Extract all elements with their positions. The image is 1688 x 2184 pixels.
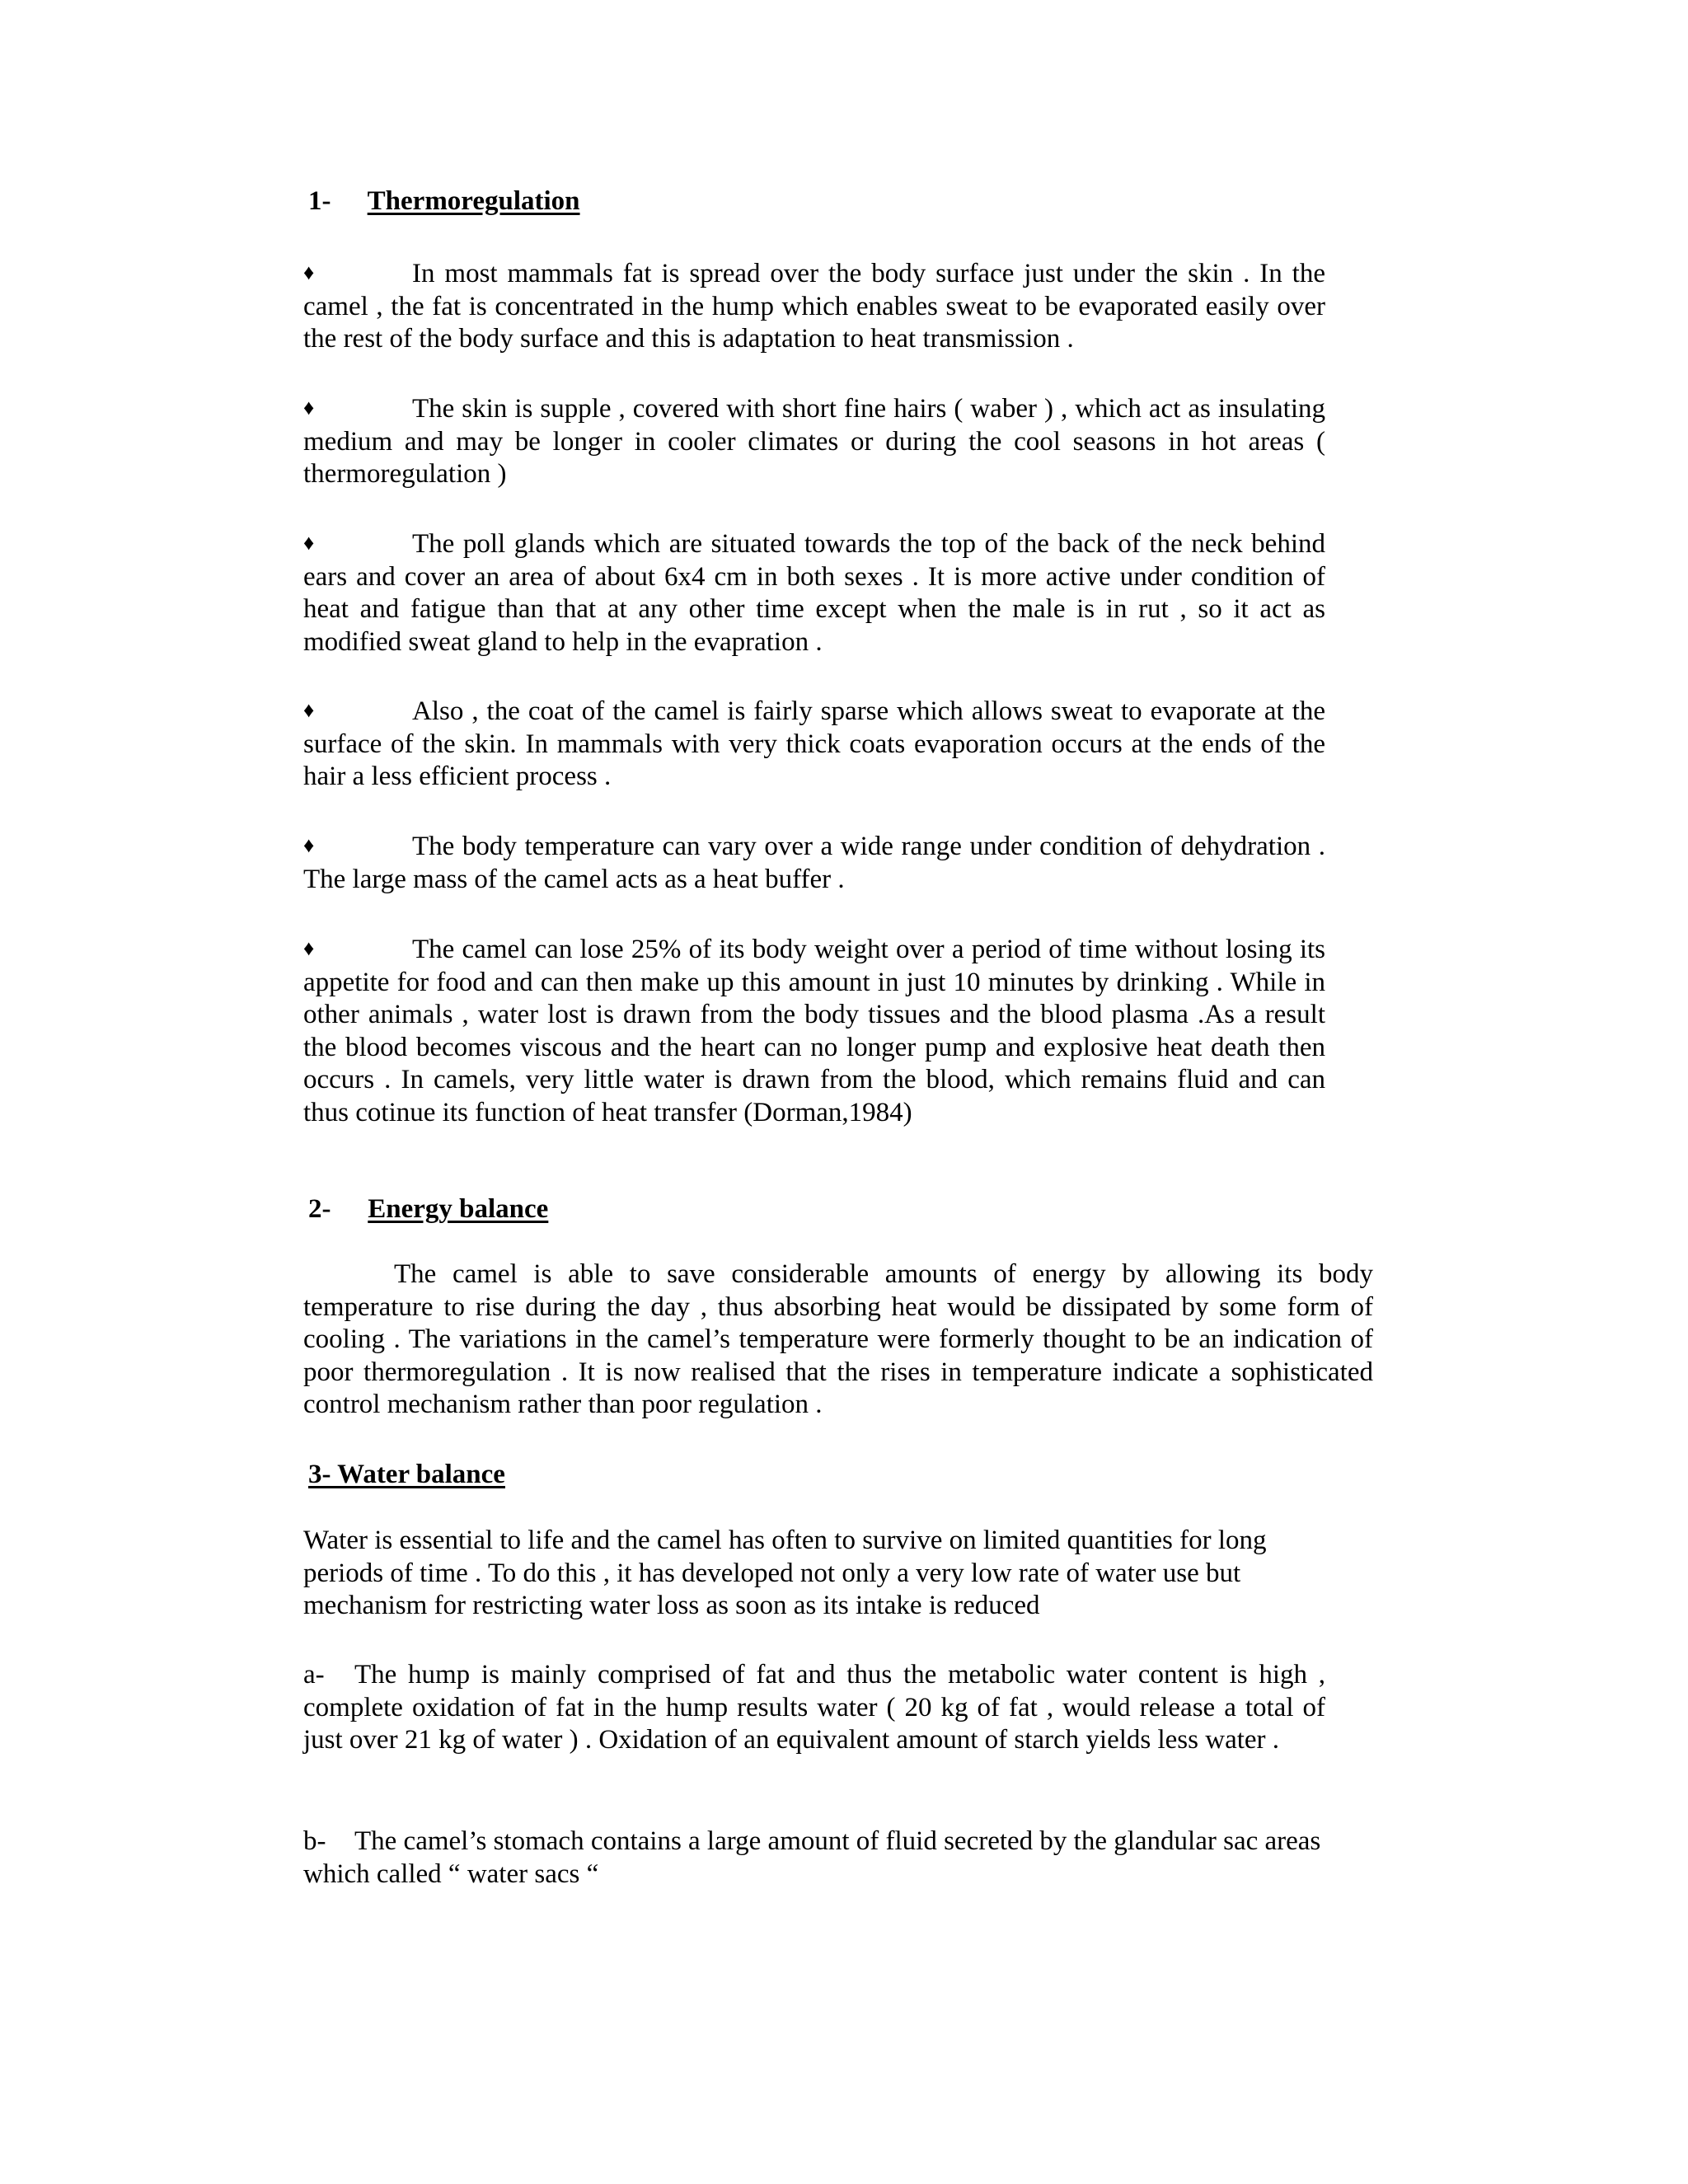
section-number: 2- bbox=[308, 1194, 331, 1224]
paragraph-text: The poll glands which are situated towards the top of the back of the neck behind ears and cover an area of about 6x4 cm in both sexes . It is more active under condition of heat and fatigue than that at any other time except when the male is in rut , so it act as modified sweat gland to help in the evapration . bbox=[303, 529, 1325, 657]
bullet-paragraph-body-weight bbox=[303, 932, 1325, 1129]
water-balance-intro bbox=[303, 1525, 1334, 1623]
list-item-label: b- bbox=[303, 1826, 326, 1856]
paragraph-text: The skin is supple , covered with short fine hairs ( waber ) , which act as insulating medium and may be longer in cooler climates or during the cool seasons in hot areas ( thermoregulation ) bbox=[303, 394, 1325, 489]
list-item-text: The hump is mainly comprised of fat and thus the metabolic water content is high , complete oxidation of fat in the hump results water ( 20 kg of fat , would release a total of just over 21 kg of water ) . Oxidation of an equivalent amount of starch yields less water . bbox=[303, 1660, 1325, 1755]
bullet-paragraph-skin bbox=[303, 391, 1325, 491]
list-item-label: a- bbox=[303, 1660, 325, 1690]
diamond-bullet-icon: ♦ bbox=[303, 396, 315, 419]
bullet-paragraph-body-temperature bbox=[303, 829, 1325, 896]
paragraph-text: The camel can lose 25% of its body weight over a period of time without losing its appetite for food and can then make up this amount in just 10 minutes by drinking . While in other animals , water lost is drawn from the body tissues and the blood plasma .As a result the blood becomes viscous and the heart can no longer pump and explosive heat death then occurs . In camels, very little water is drawn from the blood, which remains fluid and can thus cotinue its function of heat transfer (Dorman,1984) bbox=[303, 935, 1325, 1127]
paragraph-text: Water is essential to life and the camel has often to survive on limited quantities for long periods of time . To do this , it has developed not only a very low rate of water use but mechanism for restricting water loss as soon as its intake is reduced bbox=[303, 1526, 1267, 1620]
section-number: 1- bbox=[308, 186, 331, 216]
paragraph-text: The body temperature can vary over a wide range under condition of dehydration . The large mass of the camel acts as a heat buffer . bbox=[303, 832, 1325, 894]
paragraph-text: In most mammals fat is spread over the body surface just under the skin . In the camel , the fat is concentrated in the hump which enables sweat to be evaporated easily over the rest of the body surface and this is adaptation to heat transmission . bbox=[303, 259, 1325, 354]
section-heading-water-balance bbox=[308, 1458, 505, 1491]
list-item-b bbox=[303, 1825, 1325, 1891]
paragraph-text: Also , the coat of the camel is fairly sparse which allows sweat to evaporate at the surface of the skin. In mammals with very thick coats evaporation occurs at the ends of the hair a less efficient process . bbox=[303, 696, 1325, 791]
diamond-bullet-icon: ♦ bbox=[303, 260, 315, 284]
section-title: Thermoregulation bbox=[367, 186, 580, 216]
diamond-bullet-icon: ♦ bbox=[303, 833, 315, 857]
section-heading-thermoregulation bbox=[308, 185, 580, 218]
diamond-bullet-icon: ♦ bbox=[303, 698, 315, 722]
bullet-paragraph-poll-glands bbox=[303, 527, 1325, 658]
energy-balance-paragraph bbox=[303, 1258, 1373, 1422]
bullet-paragraph-fat bbox=[303, 256, 1325, 356]
section-title: Energy balance bbox=[368, 1194, 549, 1224]
bullet-paragraph-coat bbox=[303, 694, 1325, 794]
paragraph-text: The camel is able to save considerable amounts of energy by allowing its body temperature to rise during the day , thus absorbing heat would be dissipated by some form of cooling . The variations in the camel’s temperature were formerly thought to be an indication of poor thermoregulation . It is now realised that the rises in temperature indicate a sophisticated control mechanism rather than poor regulation . bbox=[303, 1259, 1373, 1419]
diamond-bullet-icon: ♦ bbox=[303, 936, 315, 960]
list-item-text: The camel’s stomach contains a large amount of fluid secreted by the glandular sac areas which called “ water sacs “ bbox=[303, 1826, 1321, 1889]
section-heading-energy-balance bbox=[308, 1193, 548, 1226]
diamond-bullet-icon: ♦ bbox=[303, 531, 315, 555]
section-title: 3- Water balance bbox=[308, 1460, 505, 1489]
list-item-a bbox=[303, 1659, 1325, 1757]
